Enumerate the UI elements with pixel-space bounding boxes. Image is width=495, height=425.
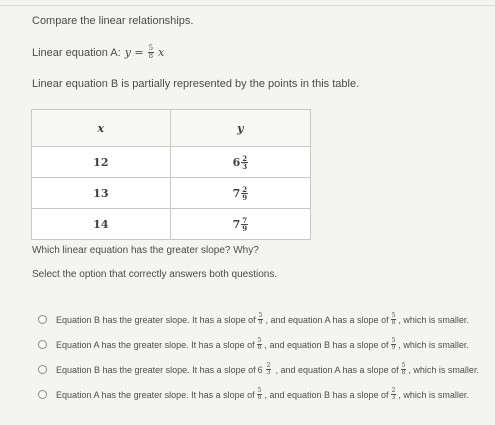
fraction-numerator: 2 [242, 153, 248, 163]
radio-button[interactable] [38, 365, 47, 374]
fraction-numerator: 7 [242, 215, 248, 225]
table-cell-y [170, 178, 310, 209]
option-text: Equation B has the greater slope. It has a slope of [56, 364, 256, 375]
option-fraction [391, 338, 397, 351]
fraction-numerator: 2 [266, 362, 271, 369]
option-text: Equation B has the greater slope. It has a slope of [56, 314, 256, 325]
option-fraction [391, 313, 397, 326]
option-text: , which is smaller. [398, 314, 469, 325]
table-cell-y [170, 209, 310, 240]
option-text: , which is smaller. [398, 389, 469, 400]
mixed-number [233, 155, 249, 170]
fraction-denominator: 8 [401, 369, 406, 376]
option-fraction [257, 388, 263, 401]
mixed-fraction [241, 186, 248, 201]
linear-a-variable: x [158, 46, 165, 59]
fraction-numerator: 5 [258, 312, 263, 319]
option-text: , and equation A has a slope of [265, 314, 389, 325]
prompt-title: Compare the linear relationships. [32, 15, 194, 27]
linear-equation-b: Linear equation B is partially represented by the points in this table. [32, 78, 360, 90]
fraction-numerator: 5 [391, 337, 396, 344]
table-cell-x: 13 [32, 178, 171, 209]
fraction-numerator: 2 [391, 387, 396, 394]
option-text: , and equation B has a slope of [264, 389, 389, 400]
mixed-fraction [241, 217, 248, 232]
mixed-whole: 6 [232, 155, 241, 169]
option-fraction [258, 313, 264, 326]
answer-options [38, 307, 488, 407]
table-cell-x: 12 [32, 147, 171, 178]
fraction-denominator: 9 [242, 192, 248, 202]
option-text: Equation A has the greater slope. It has a slope of [56, 339, 255, 350]
table-row [32, 147, 311, 178]
answer-option-1[interactable] [38, 307, 488, 332]
radio-button[interactable] [38, 315, 47, 324]
radio-button[interactable] [38, 390, 47, 399]
table-header-row [32, 110, 311, 147]
fraction-numerator: 5 [257, 387, 262, 394]
fraction-denominator: 3 [391, 394, 396, 401]
option-mixed-number [258, 363, 274, 376]
option-fraction [391, 388, 397, 401]
linear-a-label: Linear equation A: [32, 46, 121, 59]
fraction-numerator: 5 [257, 337, 262, 344]
fraction-numerator: 5 [391, 312, 396, 319]
points-table [31, 109, 311, 240]
mixed-number [233, 217, 249, 232]
mixed-whole: 7 [232, 186, 241, 200]
answer-option-3[interactable] [38, 357, 488, 382]
option-text: , which is smaller. [408, 364, 479, 375]
answer-option-2[interactable] [38, 332, 488, 357]
linear-a-slope-fraction [148, 45, 154, 60]
question-text: Which linear equation has the greater slope? Why? [32, 245, 259, 256]
option-text: , which is smaller. [398, 339, 469, 350]
mixed-fraction [266, 363, 272, 376]
table-header-y: y [170, 110, 310, 147]
fraction-numerator: 5 [401, 362, 406, 369]
linear-equation-a [32, 45, 164, 60]
answer-option-4[interactable] [38, 382, 488, 407]
fraction-denominator: 3 [266, 369, 271, 376]
table-header-x: x [32, 110, 171, 147]
fraction-denominator: 8 [257, 344, 262, 351]
fraction-denominator: 3 [242, 161, 248, 171]
linear-a-lhs: y = [124, 46, 144, 59]
mixed-whole: 7 [232, 217, 241, 231]
table-cell-x: 14 [32, 209, 171, 240]
fraction-denominator: 9 [258, 319, 263, 326]
table-cell-y [170, 147, 310, 178]
instruction-text: Select the option that correctly answers both questions. [32, 269, 278, 280]
mixed-number [233, 186, 249, 201]
option-text: , and equation A has a slope of [275, 364, 399, 375]
mixed-fraction [241, 155, 248, 170]
fraction-denominator: 9 [242, 223, 248, 233]
fraction-numerator: 2 [242, 184, 248, 194]
fraction-denominator: 8 [257, 394, 262, 401]
fraction-denominator: 8 [391, 319, 396, 326]
fraction-denominator: 8 [148, 52, 154, 60]
table-row [32, 209, 311, 240]
option-fraction [401, 363, 407, 376]
mixed-whole: 6 [257, 364, 263, 375]
option-text: Equation A has the greater slope. It has a slope of [56, 389, 255, 400]
option-fraction [257, 338, 263, 351]
option-text: , and equation B has a slope of [264, 339, 389, 350]
table-row [32, 178, 311, 209]
radio-button[interactable] [38, 340, 47, 349]
fraction-denominator: 9 [391, 344, 396, 351]
top-divider [0, 5, 495, 6]
fraction-numerator: 5 [148, 44, 154, 52]
